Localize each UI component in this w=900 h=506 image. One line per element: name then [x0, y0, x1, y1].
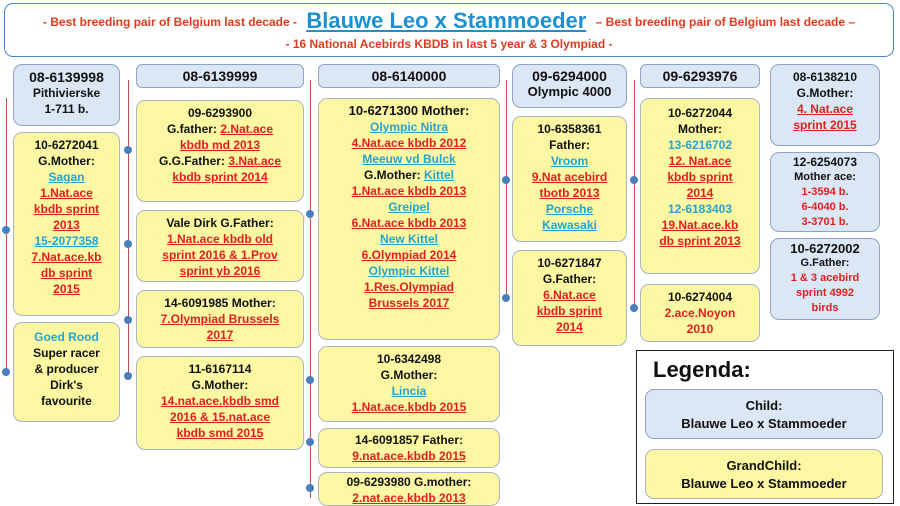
result-text: 14.nat.ace.kbdb smd [160, 394, 280, 408]
legend-child-text: Blauwe Leo x Stammoeder [681, 416, 847, 431]
card-08-6138210 [770, 64, 880, 146]
parent-header-08-6140000 [318, 64, 500, 88]
relation-label: Vale Dirk G.Father: [166, 216, 274, 230]
result-text: kbdb smd 2015 [176, 426, 264, 440]
ring-number: 09-6294000 [532, 68, 607, 84]
relation-label: G.G.Father: [158, 154, 225, 168]
connector-dot [630, 304, 638, 312]
connector-dot [306, 438, 314, 446]
child-card-09-6293900 [136, 100, 304, 202]
connector-line [6, 98, 7, 376]
relation-label: Mother ace: [794, 171, 856, 183]
connector-dot [306, 210, 314, 218]
bird-name: Olympic 4000 [527, 84, 612, 99]
result-text: kbdb sprint [536, 304, 603, 318]
ring-number: 10-6342498 [376, 352, 442, 366]
child-card-10-6342498 [318, 346, 500, 422]
result-text: 2016 & 15.nat.ace [169, 410, 271, 424]
result-text: 12. Nat.ace [668, 154, 732, 168]
child-card-10-6274004 [640, 284, 760, 342]
connector-dot [630, 176, 638, 184]
result-text: 2010 [686, 322, 714, 336]
result-text: Brussels 2017 [368, 296, 450, 310]
result-text: 9.Nat acebird [531, 170, 608, 184]
card-12-6254073 [770, 152, 880, 232]
child-card-10-6271300 [318, 98, 500, 340]
bird-name: Kittel [424, 168, 454, 182]
child-card-goed-rood [13, 322, 120, 422]
relation-label: G.Mother: [380, 368, 438, 382]
legend-grandchild [645, 449, 883, 499]
parent-header-09-6293976 [640, 64, 760, 88]
relation-label: G.Mother: [796, 86, 854, 100]
result-text: 9.nat.ace.kbdb 2015 [352, 449, 466, 463]
result-text: 1.Nat.ace [40, 186, 93, 200]
result-text: kbdb md 2013 [179, 138, 261, 152]
result-text: db sprint 2013 [659, 234, 741, 248]
connector-line [128, 80, 129, 376]
child-card-10-6272041 [13, 132, 120, 316]
child-card-10-6272044 [640, 98, 760, 274]
ring-number: 09-6293900 [187, 106, 253, 120]
relation-label: G.father: [166, 122, 217, 136]
card-10-6272002 [770, 238, 880, 320]
legend-grandchild-label: GrandChild: [726, 458, 802, 473]
relation-label: G.Mother: [363, 168, 421, 182]
legend [636, 350, 894, 504]
relation-label: 14-6091985 Mother: [164, 296, 276, 310]
connector-dot [502, 176, 510, 184]
result-text: 7.Olympiad Brussels [160, 312, 280, 326]
ring-number: 10-6271300 Mother: [348, 103, 470, 118]
result-text: 1-3594 b. [801, 186, 849, 198]
result-text: 6.Nat.ace kbdb 2013 [351, 216, 467, 230]
ring-number: 09-6293976 [662, 68, 738, 84]
result-text: birds [811, 302, 839, 314]
ring-number: 12-6254073 [792, 155, 858, 169]
result-text: 6.Nat.ace [543, 288, 596, 302]
legend-child [645, 389, 883, 439]
ring-number: 08-6139999 [182, 68, 258, 84]
bird-name: Kawasaki [542, 218, 597, 232]
connector-dot [124, 372, 132, 380]
ring-number: 13-6216702 [667, 138, 733, 152]
bird-name: Olympic Kittel [368, 264, 450, 278]
ring-number: 10-6272002 [790, 241, 860, 256]
ring-number: 08-6140000 [371, 68, 447, 84]
bird-name: Porsche [545, 202, 594, 216]
result-text: 2015 [53, 282, 80, 296]
description-text: favourite [41, 394, 92, 408]
connector-dot [2, 368, 10, 376]
ring-number: 08-6139998 [29, 69, 104, 85]
ring-number: 10-6272044 [667, 106, 733, 120]
result-text: 1.Res.Olympiad [363, 280, 455, 294]
child-card-vale-dirk [136, 210, 304, 282]
result-text: 4.Nat.ace kbdb 2012 [351, 136, 467, 150]
relation-label: G.Father: [800, 257, 850, 269]
result-text: 1.Nat.ace.kbdb 2015 [351, 400, 467, 414]
connector-dot [124, 316, 132, 324]
child-card-10-6358361 [512, 116, 627, 242]
result-text: 2014 [686, 186, 714, 200]
result-text: 7.Nat.ace.kb [31, 250, 102, 264]
legend-title: Legenda: [653, 357, 751, 382]
result-text: 6-4040 b. [801, 201, 849, 213]
result-text: tbotb 2013 [539, 186, 600, 200]
bird-name: Meeuw vd Bulck [362, 152, 456, 166]
parent-header-08-6139999 [136, 64, 304, 88]
connector-dot [124, 240, 132, 248]
child-card-10-6271847 [512, 250, 627, 346]
bird-name: Pithivierske [32, 86, 101, 100]
ring-number: 10-6358361 [537, 122, 602, 136]
ring-number: 12-6183403 [667, 202, 733, 216]
child-card-14-6091985 [136, 290, 304, 348]
relation-label: 14-6091857 Father: [354, 433, 464, 447]
result-text: kbdb sprint [667, 170, 733, 184]
header-subtitle: - 16 National Acebirds KBDB in last 5 year & 3 Olympiad - [285, 37, 613, 51]
connector-line [310, 80, 311, 498]
ring-number: 10-6271847 [537, 256, 602, 270]
header-line-1 [5, 8, 893, 34]
result-text: 2.Nat.ace [220, 122, 274, 136]
result-text: sprint 4992 [795, 287, 855, 299]
result-text: 2.nat.ace.kbdb 2013 [352, 491, 466, 505]
relation-label: Father: [549, 138, 590, 152]
ring-number: 10-6272041 [34, 138, 99, 152]
result-text: kbdb sprint 2014 [172, 170, 268, 184]
result-text: 2017 [206, 328, 234, 342]
bird-name: Greipel [388, 200, 430, 214]
connector-line [506, 80, 507, 298]
connector-dot [2, 226, 10, 234]
result-text: 2.ace.Noyon [664, 306, 736, 320]
header-title: Blauwe Leo x Stammoeder [306, 8, 587, 33]
result-text: 1.Nat.ace kbdb old [166, 232, 274, 246]
connector-dot [124, 146, 132, 154]
bird-name: Vroom [550, 154, 589, 168]
result-text: db sprint [40, 266, 93, 280]
relation-label: 09-6293980 G.mother: [346, 475, 472, 489]
ring-number: 15-2077358 [34, 234, 99, 248]
bird-name: Goed Rood [34, 330, 99, 344]
parent-card-09-6294000 [512, 64, 627, 108]
child-card-09-6293980 [318, 472, 500, 506]
connector-dot [306, 376, 314, 384]
description-text: Super racer [33, 346, 100, 360]
relation-label: G.Mother: [191, 378, 249, 392]
bird-name: New Kittel [379, 232, 438, 246]
header-left-text: - Best breeding pair of Belgium last decade - [42, 15, 297, 29]
result-text: 3.Nat.ace [228, 154, 282, 168]
header-right-text: – Best breeding pair of Belgium last decade – [595, 15, 856, 29]
child-card-11-6167114 [136, 356, 304, 450]
connector-line [634, 80, 635, 308]
result-text: 19.Nat.ace.kb [661, 218, 739, 232]
bird-result: 1-711 b. [44, 102, 89, 116]
result-text: 3-3701 b. [801, 216, 849, 228]
parent-card-08-6139998 [13, 64, 120, 126]
result-text: sprint yb 2016 [179, 264, 261, 278]
connector-dot [306, 484, 314, 492]
legend-grandchild-text: Blauwe Leo x Stammoeder [681, 476, 847, 491]
child-card-14-6091857 [318, 428, 500, 468]
result-text: 1 & 3 acebird [790, 272, 860, 284]
ring-number: 11-6167114 [188, 362, 252, 376]
relation-label: Mother: [678, 122, 722, 136]
ring-number: 10-6274004 [667, 290, 733, 304]
ring-number: 08-6138210 [792, 70, 858, 84]
result-text: kbdb sprint [33, 202, 100, 216]
description-text: & producer [34, 362, 99, 376]
result-text: 4. Nat.ace [796, 102, 854, 116]
relation-label: G.Mother: [38, 154, 95, 168]
result-text: 2014 [556, 320, 583, 334]
result-text: 1.Nat.ace kbdb 2013 [351, 184, 467, 198]
header-banner [4, 3, 894, 57]
bird-name: Sagan [48, 170, 85, 184]
relation-label: G.Father: [542, 272, 597, 286]
bird-name: Olympic Nitra [369, 120, 449, 134]
result-text: sprint 2015 [793, 118, 857, 132]
result-text: 6.Olympiad 2014 [361, 248, 457, 262]
legend-child-label: Child: [745, 398, 783, 413]
result-text: sprint 2016 & 1.Prov [162, 248, 278, 262]
description-text: Dirk's [50, 378, 83, 392]
result-text: 2013 [53, 218, 80, 232]
connector-dot [502, 294, 510, 302]
bird-name: Lincia [391, 384, 427, 398]
